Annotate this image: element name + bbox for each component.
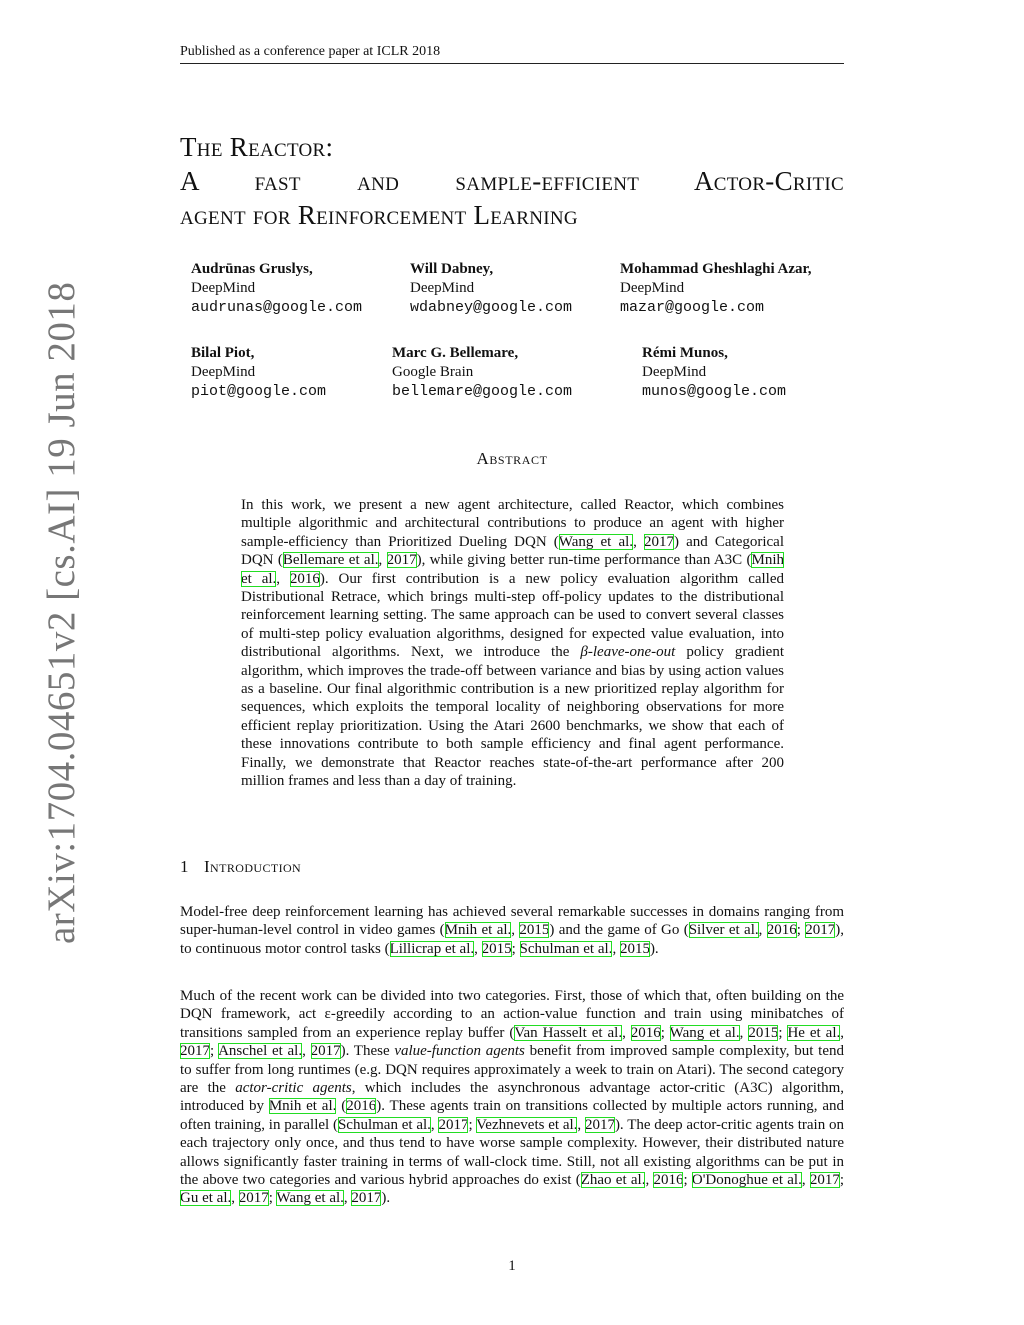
text-run: , <box>276 570 290 587</box>
text-run: ). <box>381 1190 391 1207</box>
author-affiliation: DeepMind <box>191 364 256 380</box>
text-run: , <box>343 1190 352 1207</box>
text-run: ), to continuous motor control tasks ( <box>180 922 844 957</box>
section-title: Introduction <box>204 857 302 876</box>
citation-link[interactable]: 2016 <box>653 1172 684 1189</box>
citation-link[interactable]: 2017 <box>351 1190 382 1207</box>
author-block <box>410 260 572 317</box>
text-run: , <box>612 940 620 957</box>
text-run: ). Our first contribution is a new policy evaluation algorithm called Distributional Retrace, which brings multi-step off-policy updates to the distributional reinforcement learning setting. The same approach can be used to convert several classes of multi-step policy evaluation algorithms, designed for expected value evaluation, into distributional algorithms. Next, we introduce the <box>241 570 785 661</box>
page-number: 1 <box>508 1258 516 1274</box>
citation-link[interactable]: 2015 <box>748 1024 779 1041</box>
citation-link[interactable]: 2017 <box>386 552 417 569</box>
citation-link[interactable]: Silver et al. <box>688 922 759 939</box>
author-name: Mohammad Gheshlaghi Azar, <box>620 261 812 277</box>
citation-link[interactable]: Mnih et al. <box>268 1098 337 1115</box>
citation-link[interactable]: 2016 <box>346 1098 377 1115</box>
emphasis-text: β-leave-one-out <box>580 644 676 661</box>
author-block <box>620 260 812 317</box>
text-run: ). The deep actor-critic agents train on each trajectory only once, and thus tend to have worse sample complexity. However, their distributed nature allows significantly faster training in terms of wall-clock time. Still, not all existing algorithms can be put in the above two categories and various hybrid approaches do exist ( <box>180 1116 845 1189</box>
author-email[interactable]: bellemare@google.com <box>392 383 573 400</box>
text-run: , which includes the asynchronous advantage actor-critic (A3C) algorithm, introduced by <box>180 1080 844 1115</box>
text-run: , <box>645 1172 654 1189</box>
author-name: Rémi Munos, <box>642 345 728 361</box>
author-block <box>392 344 572 401</box>
text-run: Much of the recent work can be divided into two categories. First, those of which that, often building on the DQN framework, act ε-greedily according to an action-value function and train using minibatches of transitions sampled from an experience replay buffer ( <box>180 988 844 1041</box>
text-run: , <box>378 552 387 569</box>
text-run: ; <box>796 922 806 939</box>
citation-link[interactable]: 2017 <box>238 1190 269 1207</box>
text-run: , <box>739 1024 749 1041</box>
author-email[interactable]: munos@google.com <box>642 383 787 400</box>
author-block <box>191 344 326 401</box>
citation-link[interactable]: Wang et al. <box>276 1190 344 1207</box>
citation-link[interactable]: Mnih et al. <box>241 552 784 587</box>
title-line-1: The Reactor: <box>180 132 334 162</box>
citation-link[interactable]: 2017 <box>584 1116 615 1133</box>
author-name: Audrūnas Gruslys, <box>191 261 313 277</box>
author-name: Marc G. Bellemare, <box>392 345 519 361</box>
citation-link[interactable]: 2016 <box>766 922 797 939</box>
text-run: , <box>633 533 644 550</box>
text-run: , <box>511 922 520 939</box>
text-run: ; <box>839 1172 845 1189</box>
text-run: In this work, we present a new agent architecture, called Reactor, which combines multiple algorithmic and architectural contributions to produce an agent with higher sample-efficiency than Prioritized Dueling DQN ( <box>241 497 784 550</box>
citation-link[interactable]: 2015 <box>619 940 650 957</box>
text-run: ; <box>210 1043 219 1060</box>
text-run: ; <box>468 1116 477 1133</box>
text-run: , <box>840 1024 845 1041</box>
citation-link[interactable]: Bellemare et al. <box>282 552 379 569</box>
section-heading <box>180 857 301 877</box>
paper-title <box>180 130 844 232</box>
title-line-3: agent for Reinforcement Learning <box>180 200 578 230</box>
text-run: , <box>302 1043 311 1060</box>
text-run: ). These <box>340 1043 395 1060</box>
text-run: ; <box>778 1024 788 1041</box>
citation-link[interactable]: Schulman et al. <box>337 1116 431 1133</box>
section-number: 1 <box>180 857 189 876</box>
citation-link[interactable]: 2016 <box>289 570 320 587</box>
author-block <box>642 344 786 401</box>
text-run: benefit from improved sample complexity, but tend to suffer from long runtimes (e.g. DQN requires approximately a week to train on Atari). The second category are the <box>180 1043 844 1097</box>
citation-link[interactable]: Gu et al. <box>180 1190 232 1207</box>
author-email[interactable]: audrunas@google.com <box>191 299 363 316</box>
author-block <box>191 260 362 317</box>
text-run: ) and the game of Go ( <box>549 922 689 939</box>
text-run: , <box>801 1172 810 1189</box>
text-run: ), while giving better run-time performance than A3C ( <box>416 552 752 569</box>
citation-link[interactable]: He et al. <box>787 1024 841 1041</box>
citation-link[interactable]: 2017 <box>180 1043 210 1060</box>
citation-link[interactable]: 2015 <box>481 940 512 957</box>
text-run: ; <box>683 1172 692 1189</box>
text-run: Model-free deep reinforcement learning has achieved several remarkable successes in domains ranging from super-human-level control in video games ( <box>180 904 844 939</box>
citation-link[interactable]: 2017 <box>643 533 674 550</box>
author-email[interactable]: piot@google.com <box>191 383 327 400</box>
author-email[interactable]: wdabney@google.com <box>410 299 573 316</box>
author-affiliation: Google Brain <box>392 364 474 380</box>
text-run: , <box>622 1024 631 1041</box>
text-run: ). These agents train on transitions collected by multiple actors running, and often training, in parallel ( <box>180 1098 844 1133</box>
citation-link[interactable]: Wang et al. <box>558 533 634 550</box>
text-run: , <box>430 1116 439 1133</box>
author-name: Bilal Piot, <box>191 345 255 361</box>
citation-link[interactable]: Anschel et al. <box>218 1043 303 1060</box>
author-affiliation: DeepMind <box>191 280 256 296</box>
text-run: ). <box>649 940 659 957</box>
author-affiliation: DeepMind <box>410 280 475 296</box>
arxiv-stamp: arXiv:1704.04651v2 [cs.AI] 19 Jun 2018 <box>40 281 83 944</box>
text-run: policy gradient algorithm, which improves the trade-off between variance and bias by using action values as a baseline. Our final algorithmic contribution is a new prioritized replay algorithm for sequences, which exploits the temporal locality of neighboring observations for more efficient replay prioritization. Using the Atari 2600 benchmarks, we show that each of these innovations contribute to both sample efficiency and final agent performance. Finally, we demonstrate that Reactor reaches state-of-the-art performance after 200 million frames and less than a day of training. <box>241 644 785 790</box>
title-line-2: A fast and sample-efficient Actor-Critic <box>180 166 844 196</box>
citation-link[interactable]: Vezhnevets et al. <box>476 1116 578 1133</box>
text-run: , <box>474 940 482 957</box>
citation-link[interactable]: 2015 <box>519 922 550 939</box>
citation-link[interactable]: Mnih et al. <box>444 922 512 939</box>
text-run: ; <box>511 940 520 957</box>
citation-link[interactable]: Schulman et al. <box>519 940 613 957</box>
citation-link[interactable]: 2016 <box>630 1024 661 1041</box>
abstract-heading: Abstract <box>476 449 548 468</box>
citation-link[interactable]: O'Donoghue et al. <box>691 1172 802 1189</box>
text-run: , <box>577 1116 585 1133</box>
text-run: ; <box>660 1024 670 1041</box>
intro-paragraph <box>180 903 844 958</box>
citation-link[interactable]: 2017 <box>310 1043 341 1060</box>
text-run: , <box>231 1190 239 1207</box>
citation-link[interactable]: Lillicrap et al. <box>389 940 475 957</box>
author-name: Will Dabney, <box>410 261 494 277</box>
author-affiliation: DeepMind <box>620 280 685 296</box>
text-run: , <box>758 922 767 939</box>
intro-paragraph <box>180 987 844 1208</box>
citation-link[interactable]: Zhao et al. <box>580 1172 646 1189</box>
citation-link[interactable]: 2017 <box>805 922 836 939</box>
text-run: ) and Categorical DQN ( <box>241 533 784 569</box>
author-email[interactable]: mazar@google.com <box>620 299 765 316</box>
text-run: ( <box>336 1098 347 1115</box>
abstract-text <box>241 496 784 791</box>
running-header: Published as a conference paper at ICLR 2018 <box>180 44 844 64</box>
citation-link[interactable]: Van Hasselt et al. <box>514 1024 623 1041</box>
emphasis-text: actor-critic agents <box>235 1080 352 1097</box>
author-affiliation: DeepMind <box>642 364 707 380</box>
citation-link[interactable]: 2017 <box>438 1116 469 1133</box>
citation-link[interactable]: 2017 <box>809 1172 840 1189</box>
text-run: ; <box>268 1190 277 1207</box>
emphasis-text: value-function agents <box>394 1043 525 1060</box>
citation-link[interactable]: Wang et al. <box>669 1024 740 1041</box>
